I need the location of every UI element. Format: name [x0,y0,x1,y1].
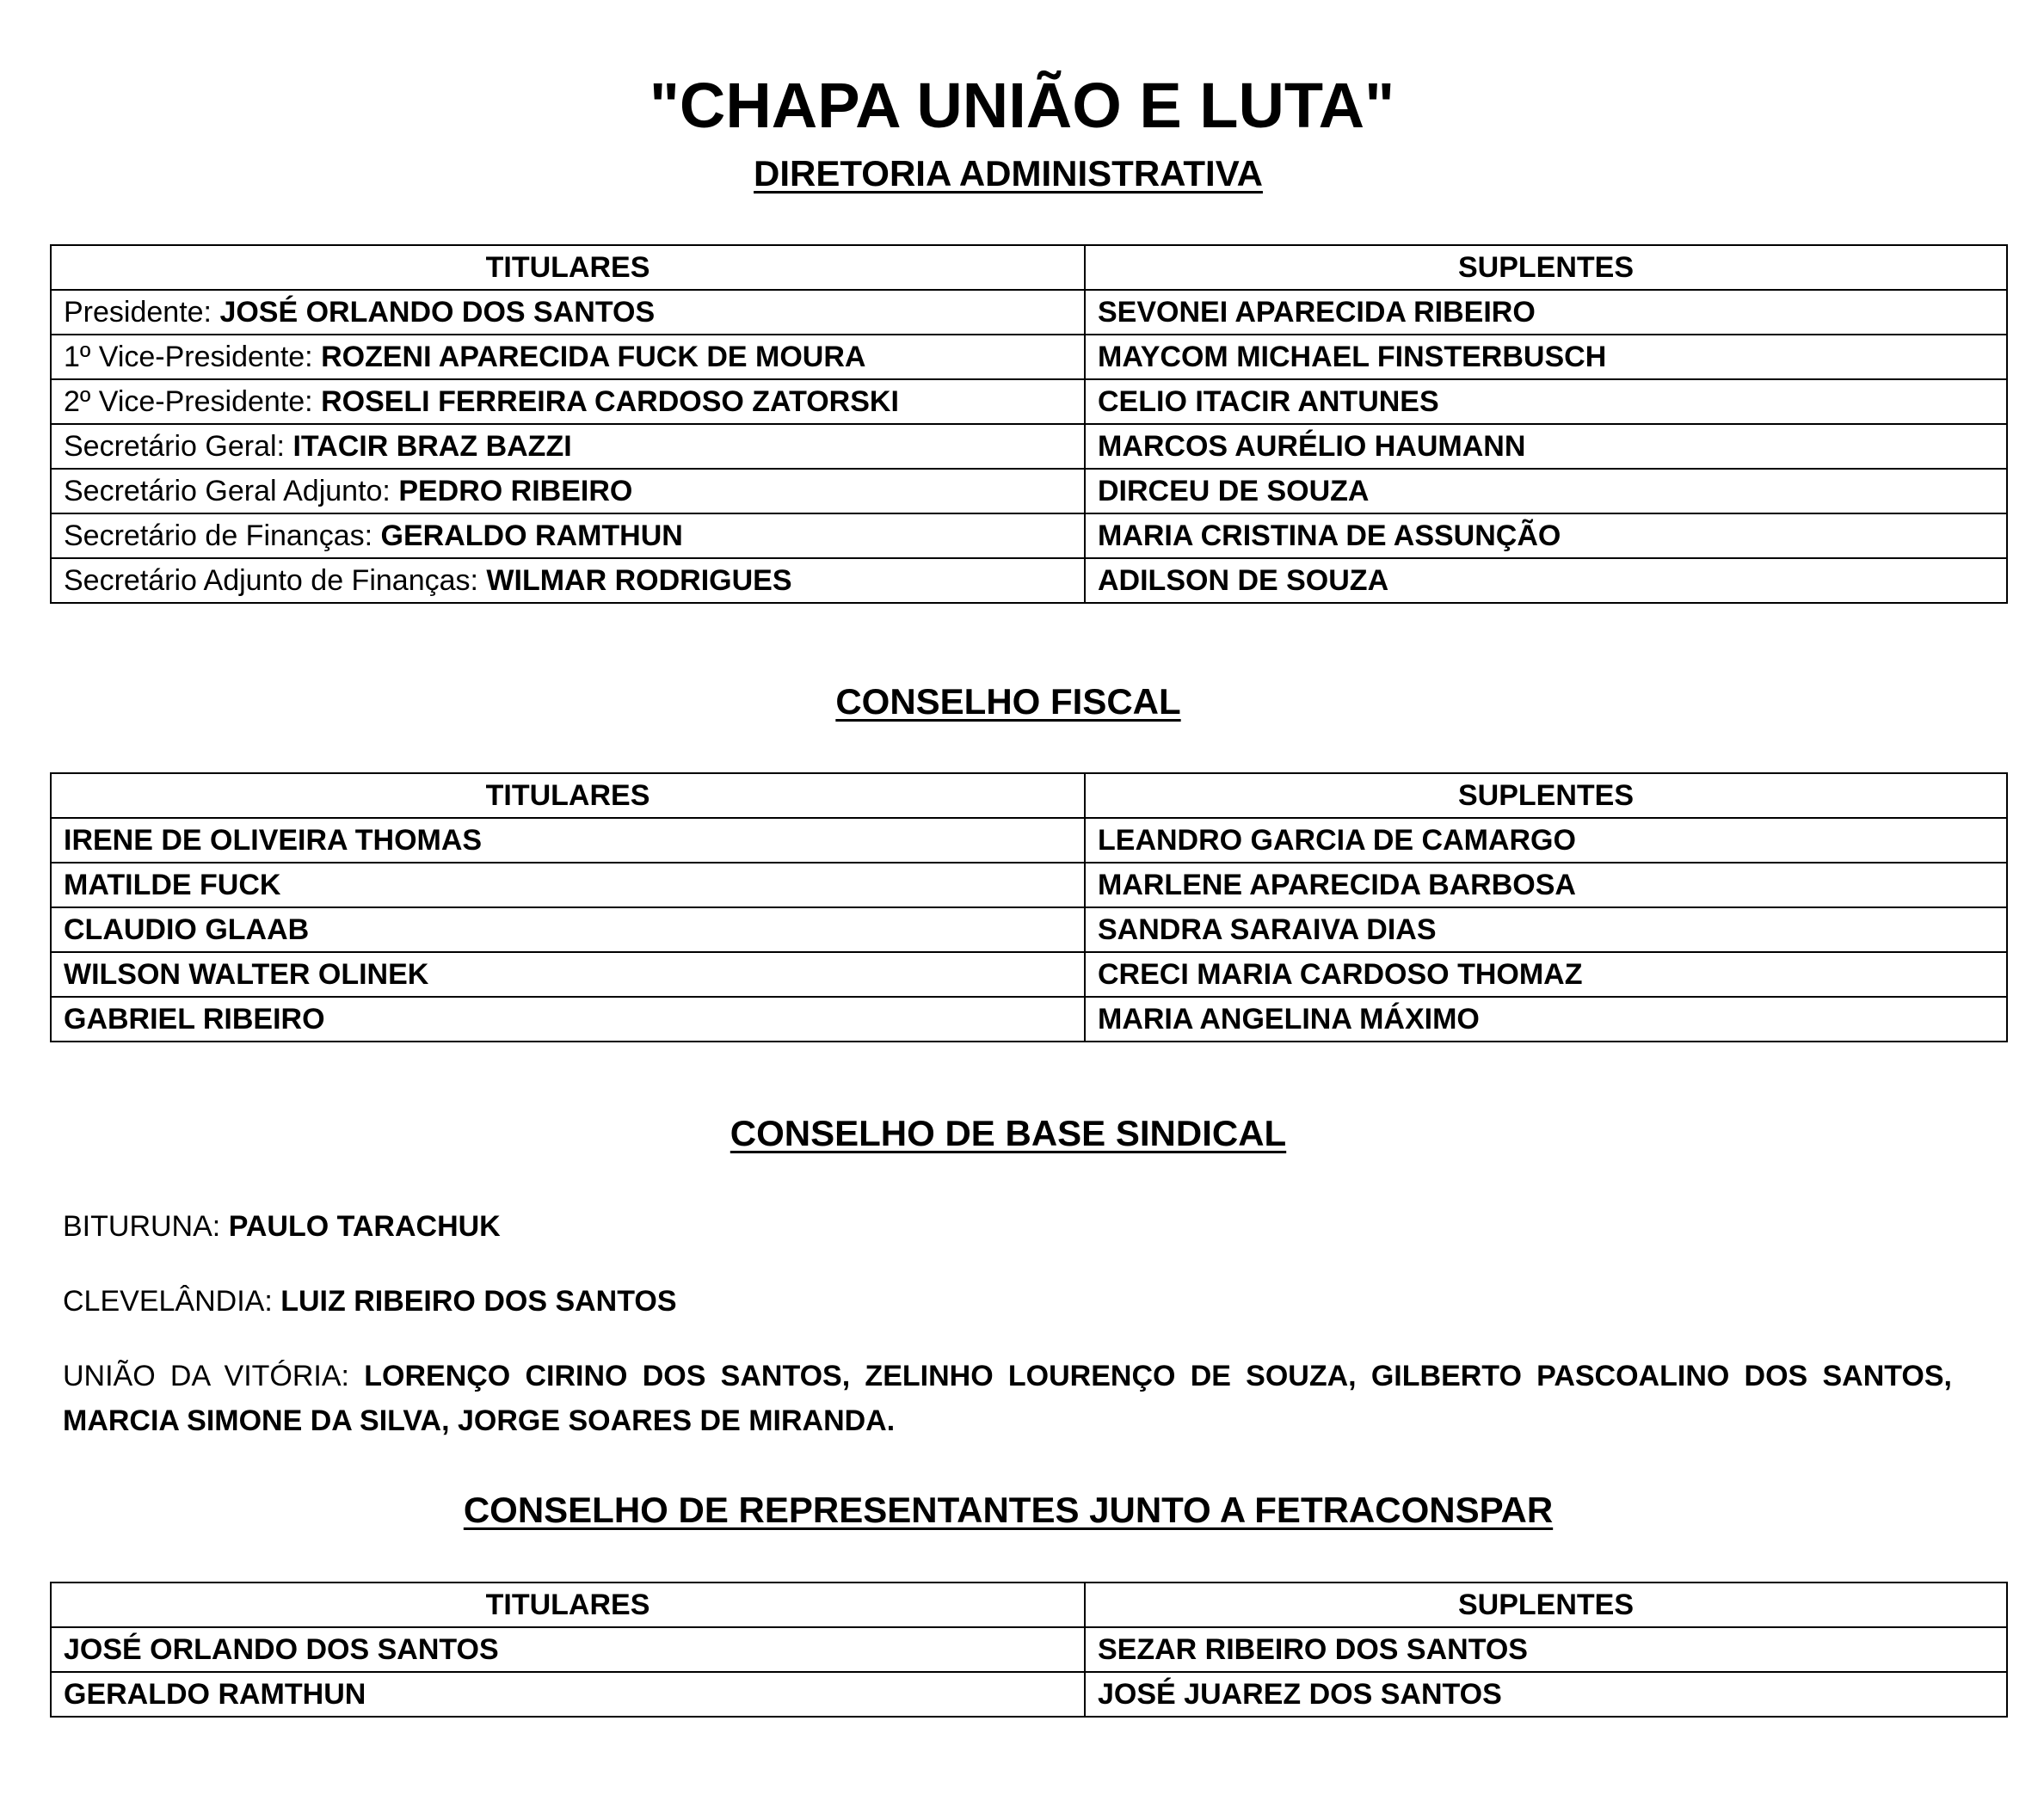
col-suplentes: SUPLENTES [1085,773,2007,818]
city-label: BITURUNA: [63,1210,229,1243]
suplente-cell: SEVONEI APARECIDA RIBEIRO [1085,290,2007,335]
col-suplentes: SUPLENTES [1085,1583,2007,1627]
table-row [51,424,2007,469]
base-item-uniao-da-vitoria [63,1354,1952,1443]
suplente-cell: CELIO ITACIR ANTUNES [1085,379,2007,424]
role-label: Secretário Geral: [64,429,293,463]
document-title: "CHAPA UNIÃO E LUTA" [649,70,1395,141]
titular-name: ITACIR BRAZ BAZZI [292,429,572,463]
conselho-base-heading: CONSELHO DE BASE SINDICAL [730,1113,1287,1153]
table-row [51,558,2007,603]
suplente-cell: CRECI MARIA CARDOSO THOMAZ [1085,952,2007,997]
titular-cell: CLAUDIO GLAAB [51,907,1085,952]
table-row [51,907,2007,952]
titular-name: ROSELI FERREIRA CARDOSO ZATORSKI [321,384,899,418]
role-label: Secretário de Finanças: [64,519,381,552]
base-item-clevelandia [63,1279,1952,1324]
suplente-cell: SEZAR RIBEIRO DOS SANTOS [1085,1627,2007,1672]
diretoria-heading: DIRETORIA ADMINISTRATIVA [754,153,1263,194]
role-label: Secretário Geral Adjunto: [64,474,399,507]
titular-name: PEDRO RIBEIRO [398,474,633,507]
titular-cell [51,290,1085,335]
titular-cell: IRENE DE OLIVEIRA THOMAS [51,818,1085,863]
member-names: LUIZ RIBEIRO DOS SANTOS [280,1285,677,1318]
suplente-cell: JOSÉ JUAREZ DOS SANTOS [1085,1672,2007,1717]
suplente-cell: SANDRA SARAIVA DIAS [1085,907,2007,952]
role-label: Presidente: [64,295,220,329]
role-label: 1º Vice-Presidente: [64,340,322,373]
role-label: Secretário Adjunto de Finanças: [64,563,487,597]
titular-cell: GABRIEL RIBEIRO [51,997,1085,1042]
titular-cell [51,379,1085,424]
suplente-cell: MARCOS AURÉLIO HAUMANN [1085,424,2007,469]
city-label: CLEVELÂNDIA: [63,1285,281,1318]
table-row [51,818,2007,863]
base-item-bituruna [63,1204,1952,1249]
city-label: UNIÃO DA VITÓRIA: [63,1360,365,1392]
table-row [51,379,2007,424]
titular-cell [51,513,1085,558]
suplente-cell: LEANDRO GARCIA DE CAMARGO [1085,818,2007,863]
titular-cell: WILSON WALTER OLINEK [51,952,1085,997]
suplente-cell: MAYCOM MICHAEL FINSTERBUSCH [1085,335,2007,379]
conselho-representantes-table [50,1582,2008,1718]
col-titulares: TITULARES [51,245,1085,290]
titular-cell: GERALDO RAMTHUN [51,1672,1085,1717]
member-names: LORENÇO CIRINO DOS SANTOS, ZELINHO LOURENÇO DE SOUZA, GILBERTO PASCOALINO DOS SANTOS, MARCIA SIMONE DA SILVA, JORGE SOARES DE MIRANDA. [63,1360,1952,1437]
table-row [51,952,2007,997]
titular-cell [51,335,1085,379]
table-row [51,1627,2007,1672]
table-row [51,1672,2007,1717]
titular-name: WILMAR RODRIGUES [486,563,792,597]
suplente-cell: MARLENE APARECIDA BARBOSA [1085,863,2007,907]
table-row [51,290,2007,335]
titular-name: ROZENI APARECIDA FUCK DE MOURA [321,340,866,373]
table-row [51,513,2007,558]
table-row [51,469,2007,513]
table-row [51,997,2007,1042]
diretoria-table [50,244,2008,604]
member-names: PAULO TARACHUK [228,1210,501,1243]
conselho-representantes-heading: CONSELHO DE REPRESENTANTES JUNTO A FETRACONSPAR [463,1490,1554,1530]
suplente-cell: MARIA ANGELINA MÁXIMO [1085,997,2007,1042]
suplente-cell: MARIA CRISTINA DE ASSUNÇÃO [1085,513,2007,558]
table-row [51,335,2007,379]
titular-cell: JOSÉ ORLANDO DOS SANTOS [51,1627,1085,1672]
table-header-row [51,1583,2007,1627]
titular-cell [51,424,1085,469]
col-titulares: TITULARES [51,1583,1085,1627]
col-suplentes: SUPLENTES [1085,245,2007,290]
table-header-row [51,773,2007,818]
table-row [51,863,2007,907]
col-titulares: TITULARES [51,773,1085,818]
titular-cell [51,469,1085,513]
titular-cell [51,558,1085,603]
role-label: 2º Vice-Presidente: [64,384,322,418]
suplente-cell: DIRCEU DE SOUZA [1085,469,2007,513]
conselho-fiscal-table [50,772,2008,1042]
titular-cell: MATILDE FUCK [51,863,1085,907]
suplente-cell: ADILSON DE SOUZA [1085,558,2007,603]
titular-name: GERALDO RAMTHUN [380,519,683,552]
conselho-fiscal-heading: CONSELHO FISCAL [835,681,1181,722]
titular-name: JOSÉ ORLANDO DOS SANTOS [219,295,656,329]
table-header-row [51,245,2007,290]
